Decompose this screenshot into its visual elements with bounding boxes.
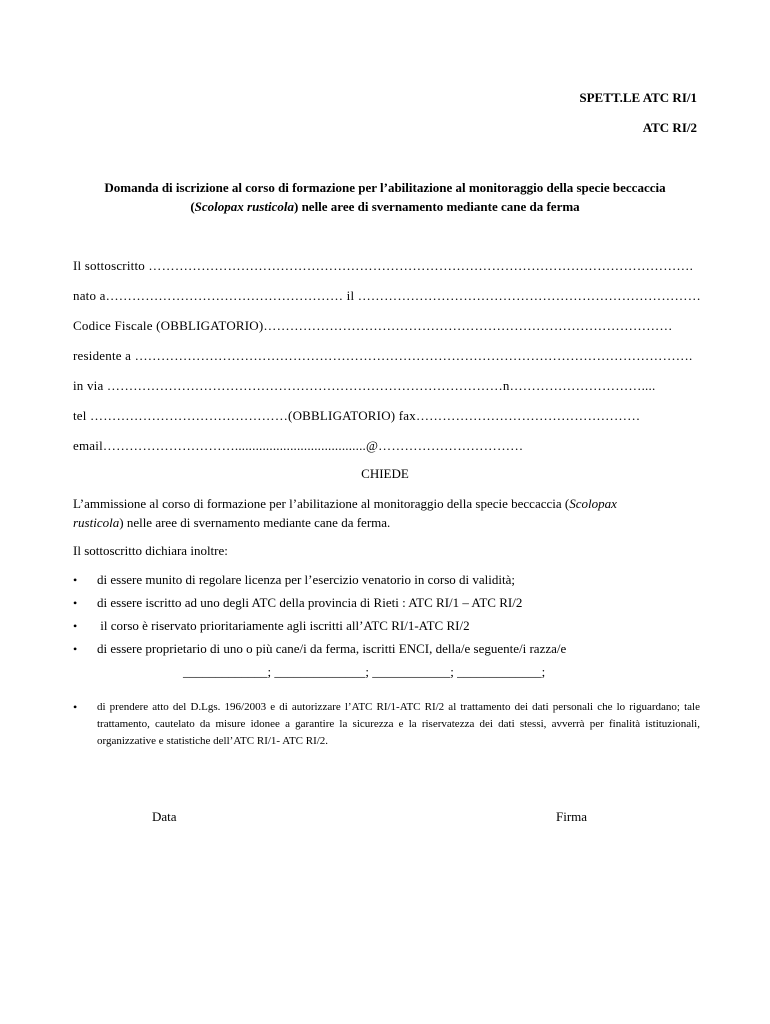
declaration-item — [73, 618, 470, 634]
declaration-item — [73, 572, 515, 588]
title-line-2 — [40, 197, 730, 216]
request-italic-2: rusticola — [73, 515, 120, 530]
declaration-item — [73, 641, 566, 657]
request-text-before: L’ammissione al corso di formazione per l’abilitazione al monitoraggio della specie beccaccia ( — [73, 496, 570, 511]
bullet-symbol: • — [73, 642, 78, 656]
recipient-line-2: ATC RI/2 — [642, 120, 697, 135]
bullet-symbol: • — [73, 619, 78, 633]
request-paragraph — [73, 494, 695, 532]
document-title — [40, 178, 730, 216]
date-label: Data — [152, 809, 177, 824]
signature-label: Firma — [556, 809, 588, 824]
field-residente[interactable]: residente a ………………………………………………………………………………………………………………. — [73, 348, 693, 363]
declaration-text: di essere munito di regolare licenza per l’esercizio venatorio in corso di validità; — [97, 572, 516, 587]
declares-intro: Il sottoscritto dichiara inoltre: — [73, 543, 228, 558]
request-italic-1: Scolopax — [569, 496, 617, 511]
bullet-symbol: • — [73, 573, 78, 587]
field-email[interactable]: email…………………………......................................@…………………………… — [73, 438, 524, 453]
bullet-symbol: • — [73, 700, 78, 714]
field-via[interactable]: in via ………………………………………………………………………………n………………………….... — [73, 378, 656, 393]
breed-blank-fields[interactable]: _____________; ______________; ____________; _____________; — [183, 664, 546, 679]
title-line-1: Domanda di iscrizione al corso di formazione per l’abilitazione al monitoraggio della specie beccaccia — [104, 180, 666, 195]
field-codice-fiscale[interactable]: Codice Fiscale (OBBLIGATORIO)………………………………………………………………………………… — [73, 318, 673, 333]
declaration-text: il corso è riservato prioritariamente agli iscritti all’ATC RI/1-ATC RI/2 — [97, 618, 470, 633]
field-sottoscritto[interactable]: Il sottoscritto ……………………………………………………………………………………………………………. — [73, 258, 694, 273]
recipient-line-1: SPETT.LE ATC RI/1 — [579, 90, 697, 105]
request-text-after: ) nelle aree di svernamento mediante cane da ferma. — [119, 515, 391, 530]
declaration-text: di essere iscritto ad uno degli ATC della provincia di Rieti : ATC RI/1 – ATC RI/2 — [97, 595, 523, 610]
title-line-2-rest: ) nelle aree di svernamento mediante cane da ferma — [293, 199, 580, 214]
privacy-consent-item — [73, 699, 700, 750]
privacy-consent-text: di prendere atto del D.Lgs. 196/2003 e di autorizzare l’ATC RI/1-ATC RI/2 al trattamento dei dati personali che lo riguardano; tale trattamento, cautelato da misure idonee a garantire la sicurezza e la riservatezza dei dati stessi, avverrà per finalità istituzionali, organizzative e statistiche dell’ATC RI/1- ATC RI/2. — [97, 701, 700, 747]
title-paren-open: ( — [190, 199, 195, 214]
bullet-symbol: • — [73, 596, 78, 610]
field-nato-a[interactable]: nato a……………………………………………… il …………………………………………………………………… — [73, 288, 701, 303]
declaration-item — [73, 595, 522, 611]
section-heading-chiede: CHIEDE — [361, 466, 409, 481]
declaration-text: di essere proprietario di uno o più cane/i da ferma, iscritti ENCI, della/e seguente/i razza/e — [97, 641, 567, 656]
title-species-name: Scolopax rusticola — [194, 199, 294, 214]
field-tel-fax[interactable]: tel ………………………………………(OBBLIGATORIO) fax…………………………………………… — [73, 408, 641, 423]
